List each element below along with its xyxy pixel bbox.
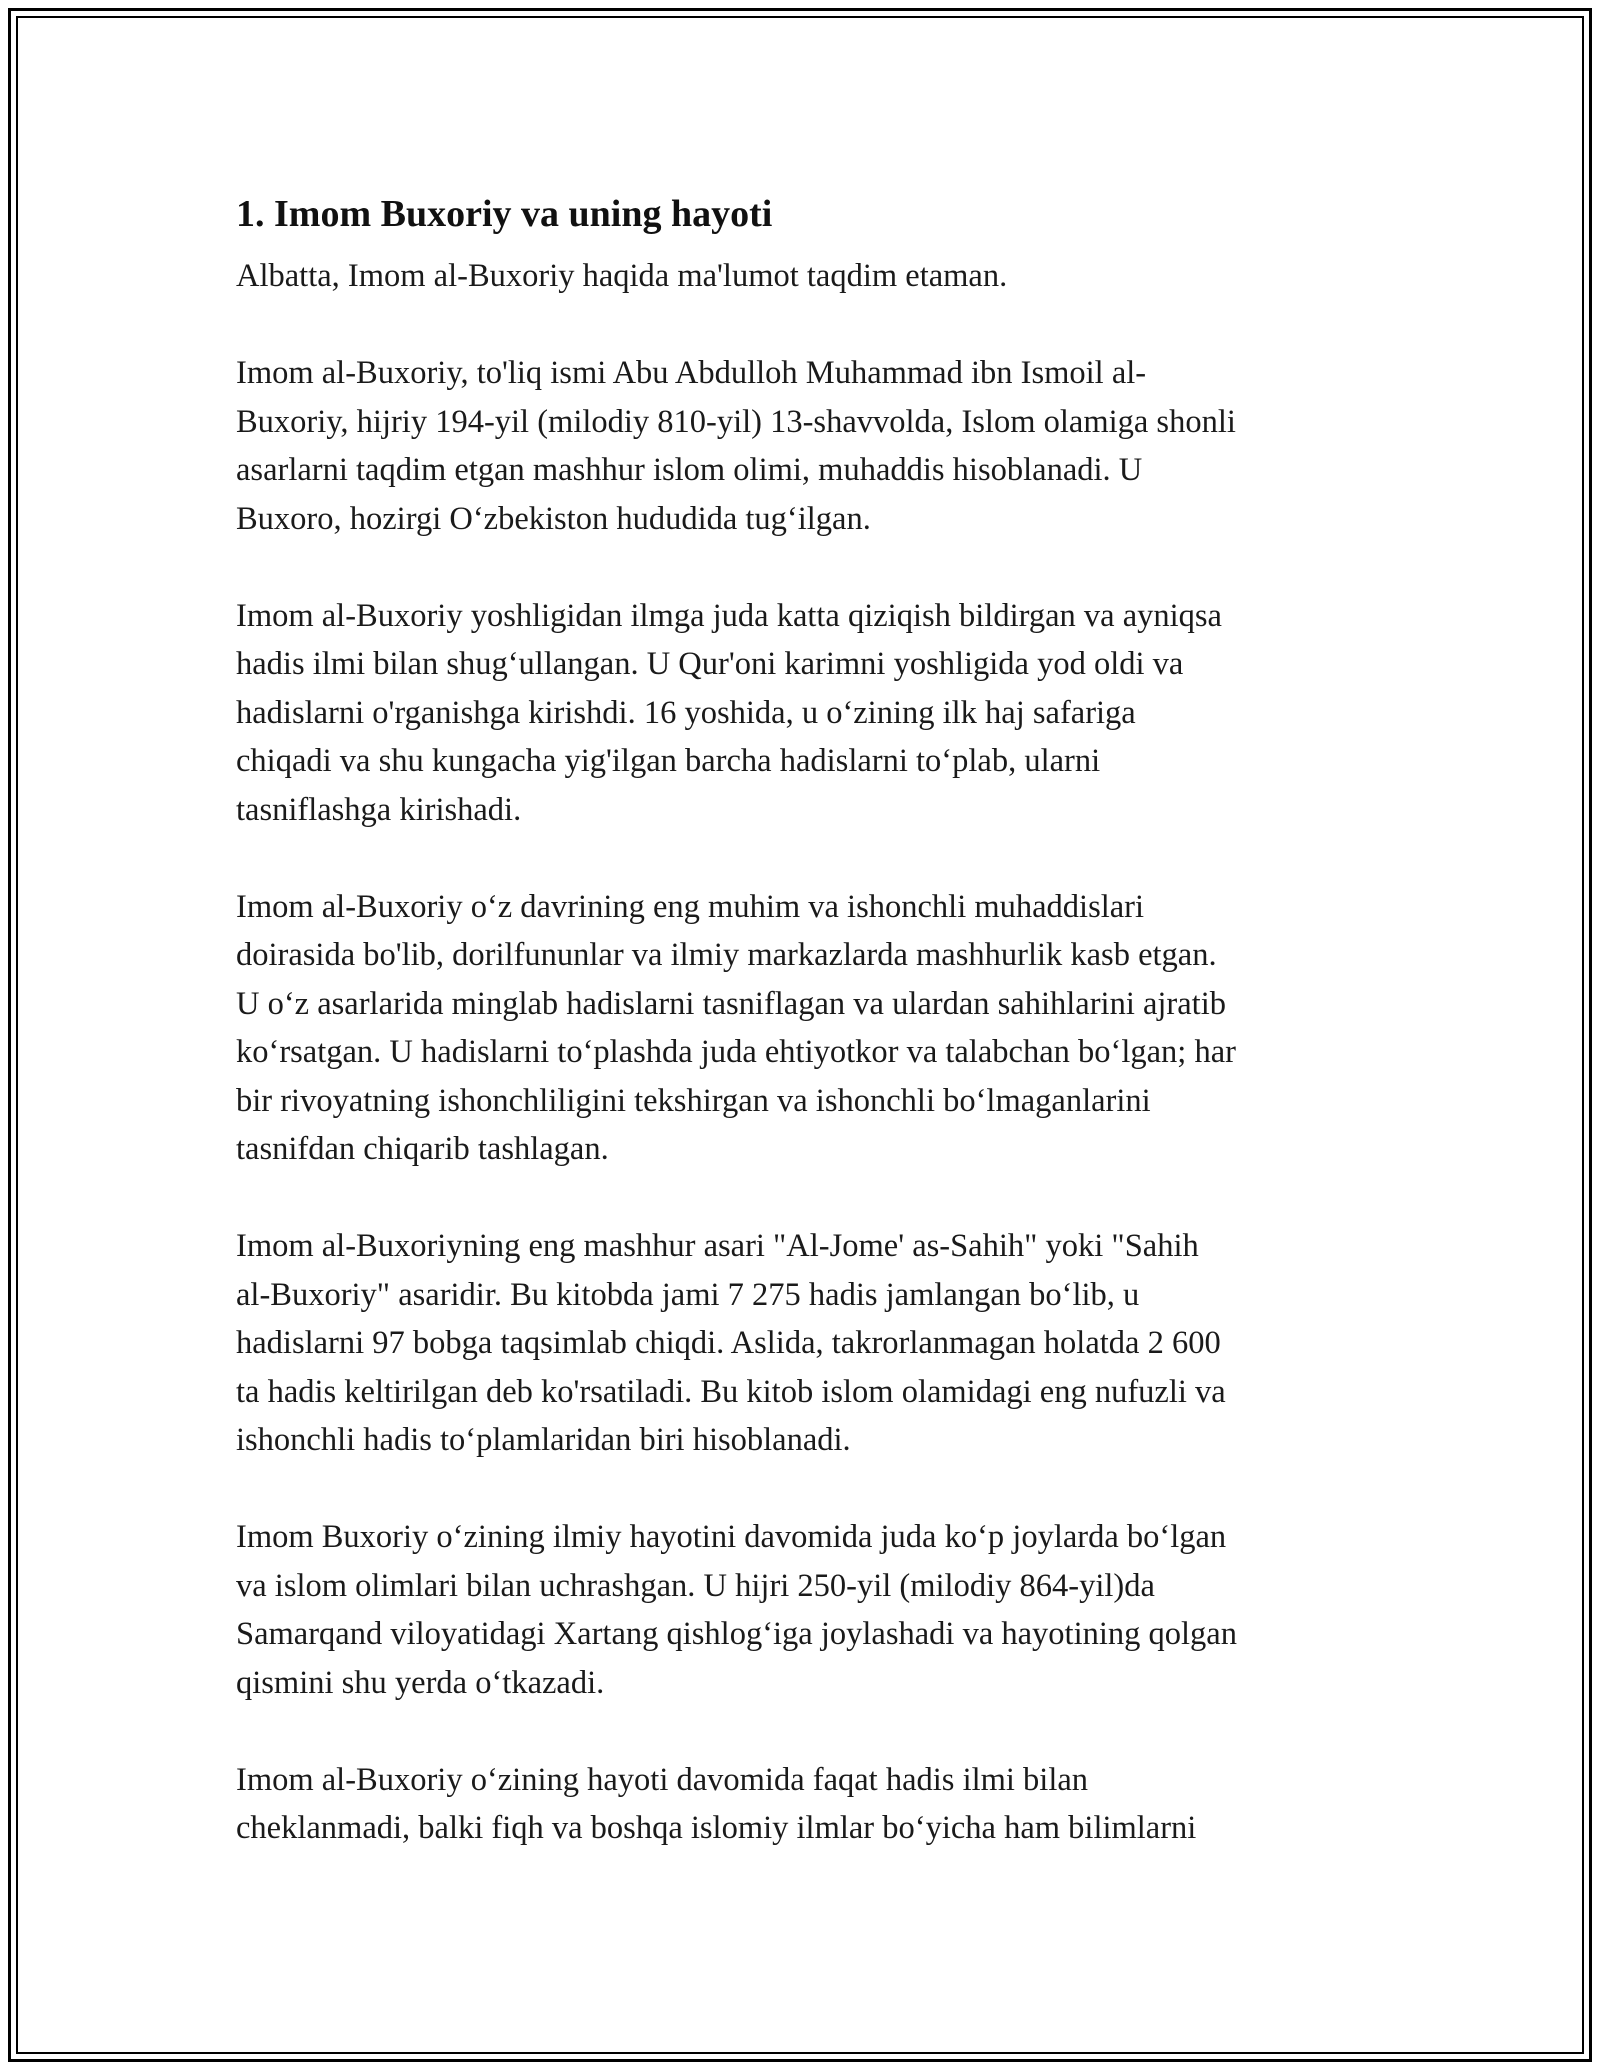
- text-line: hadislarni 97 bobga taqsimlab chiqdi. Aslida, takrorlanmagan holatda 2 600: [236, 1325, 1221, 1361]
- text-line: al-Buxoriy" asaridir. Bu kitobda jami 7 275 hadis jamlangan bo‘lib, u: [236, 1276, 1140, 1313]
- text-line: Imom al-Buxoriyning eng mashhur asari "Al-Jome' as-Sahih" yoki "Sahih: [236, 1228, 1199, 1264]
- text-line: hadis ilmi bilan shug‘ullangan. U Qur'oni karimni yoshligida yod oldi va: [236, 646, 1184, 682]
- paragraph-other-sciences: [236, 1756, 1376, 1853]
- text-line: qismini shu yerda o‘tkazadi.: [236, 1664, 605, 1701]
- text-line: Samarqand viloyatidagi Xartang qishlog‘iga joylashadi va hayotining qolgan: [236, 1616, 1237, 1652]
- text-line: Imom al-Buxoriy yoshligidan ilmga juda katta qiziqish bildirgan va ayniqsa: [236, 597, 1222, 634]
- text-line: ishonchli hadis to‘plamlaridan biri hisoblanadi.: [236, 1422, 851, 1458]
- paragraph-sahih: [236, 1222, 1376, 1465]
- paragraph-youth: [236, 592, 1376, 835]
- text-line: tasniflashga kirishadi.: [236, 791, 522, 828]
- section-heading: 1. Imom Buxoriy va uning hayoti: [236, 193, 773, 235]
- text-line: ta hadis keltirilgan deb ko'rsatiladi. Bu kitob islom olamidagi eng nufuzli va: [236, 1373, 1226, 1410]
- text-line: cheklanmadi, balki fiqh va boshqa islomiy ilmlar bo‘yicha ham bilimlarni: [236, 1810, 1197, 1846]
- text-line: Imom al-Buxoriy o‘z davrining eng muhim va ishonchli muhaddislari: [236, 888, 1145, 925]
- text-line: Imom al-Buxoriy, to'liq ismi Abu Abdulloh Muhammad ibn Ismoil al-: [236, 355, 1147, 391]
- text-line: Albatta, Imom al-Buxoriy haqida ma'lumot taqdim etaman.: [236, 258, 1008, 294]
- text-line: ko‘rsatgan. U hadislarni to‘plashda juda ehtiyotkor va talabchan bo‘lgan; har: [236, 1034, 1236, 1070]
- text-line: Imom al-Buxoriy o‘zining hayoti davomida faqat hadis ilmi bilan: [236, 1761, 1089, 1798]
- text-line: tasnifdan chiqarib tashlagan.: [236, 1131, 609, 1167]
- text-line: Buxoriy, hijriy 194-yil (milodiy 810-yil) 13-shavvolda, Islom olamiga shonli: [236, 403, 1236, 440]
- paragraph-biography: [236, 349, 1376, 543]
- text-line: Imom Buxoriy o‘zining ilmiy hayotini davomida juda ko‘p joylarda bo‘lgan: [236, 1519, 1227, 1555]
- text-line: chiqadi va shu kungacha yig'ilgan barcha hadislarni to‘plab, ularni: [236, 743, 1101, 779]
- text-line: doirasida bo'lib, dorilfununlar va ilmiy markazlarda mashhurlik kasb etgan.: [236, 937, 1217, 973]
- text-line: asarlarni taqdim etgan mashhur islom olimi, muhaddis hisoblanadi. U: [236, 452, 1143, 488]
- paragraph-reputation: [236, 883, 1376, 1174]
- document-body: [236, 188, 1376, 1901]
- text-line: Buxoro, hozirgi O‘zbekiston hududida tug‘ilgan.: [236, 500, 871, 537]
- text-line: bir rivoyatning ishonchliligini tekshirgan va ishonchli bo‘lmaganlarini: [236, 1082, 1151, 1119]
- text-line: hadislarni o'rganishga kirishdi. 16 yoshida, u o‘zining ilk haj safariga: [236, 694, 1136, 731]
- text-line: U o‘z asarlarida minglab hadislarni tasniflagan va ulardan sahihlarini ajratib: [236, 985, 1226, 1022]
- paragraph-intro: [236, 252, 1376, 301]
- text-line: va islom olimlari bilan uchrashgan. U hijri 250-yil (milodiy 864-yil)da: [236, 1567, 1155, 1604]
- paragraph-travels: [236, 1513, 1376, 1707]
